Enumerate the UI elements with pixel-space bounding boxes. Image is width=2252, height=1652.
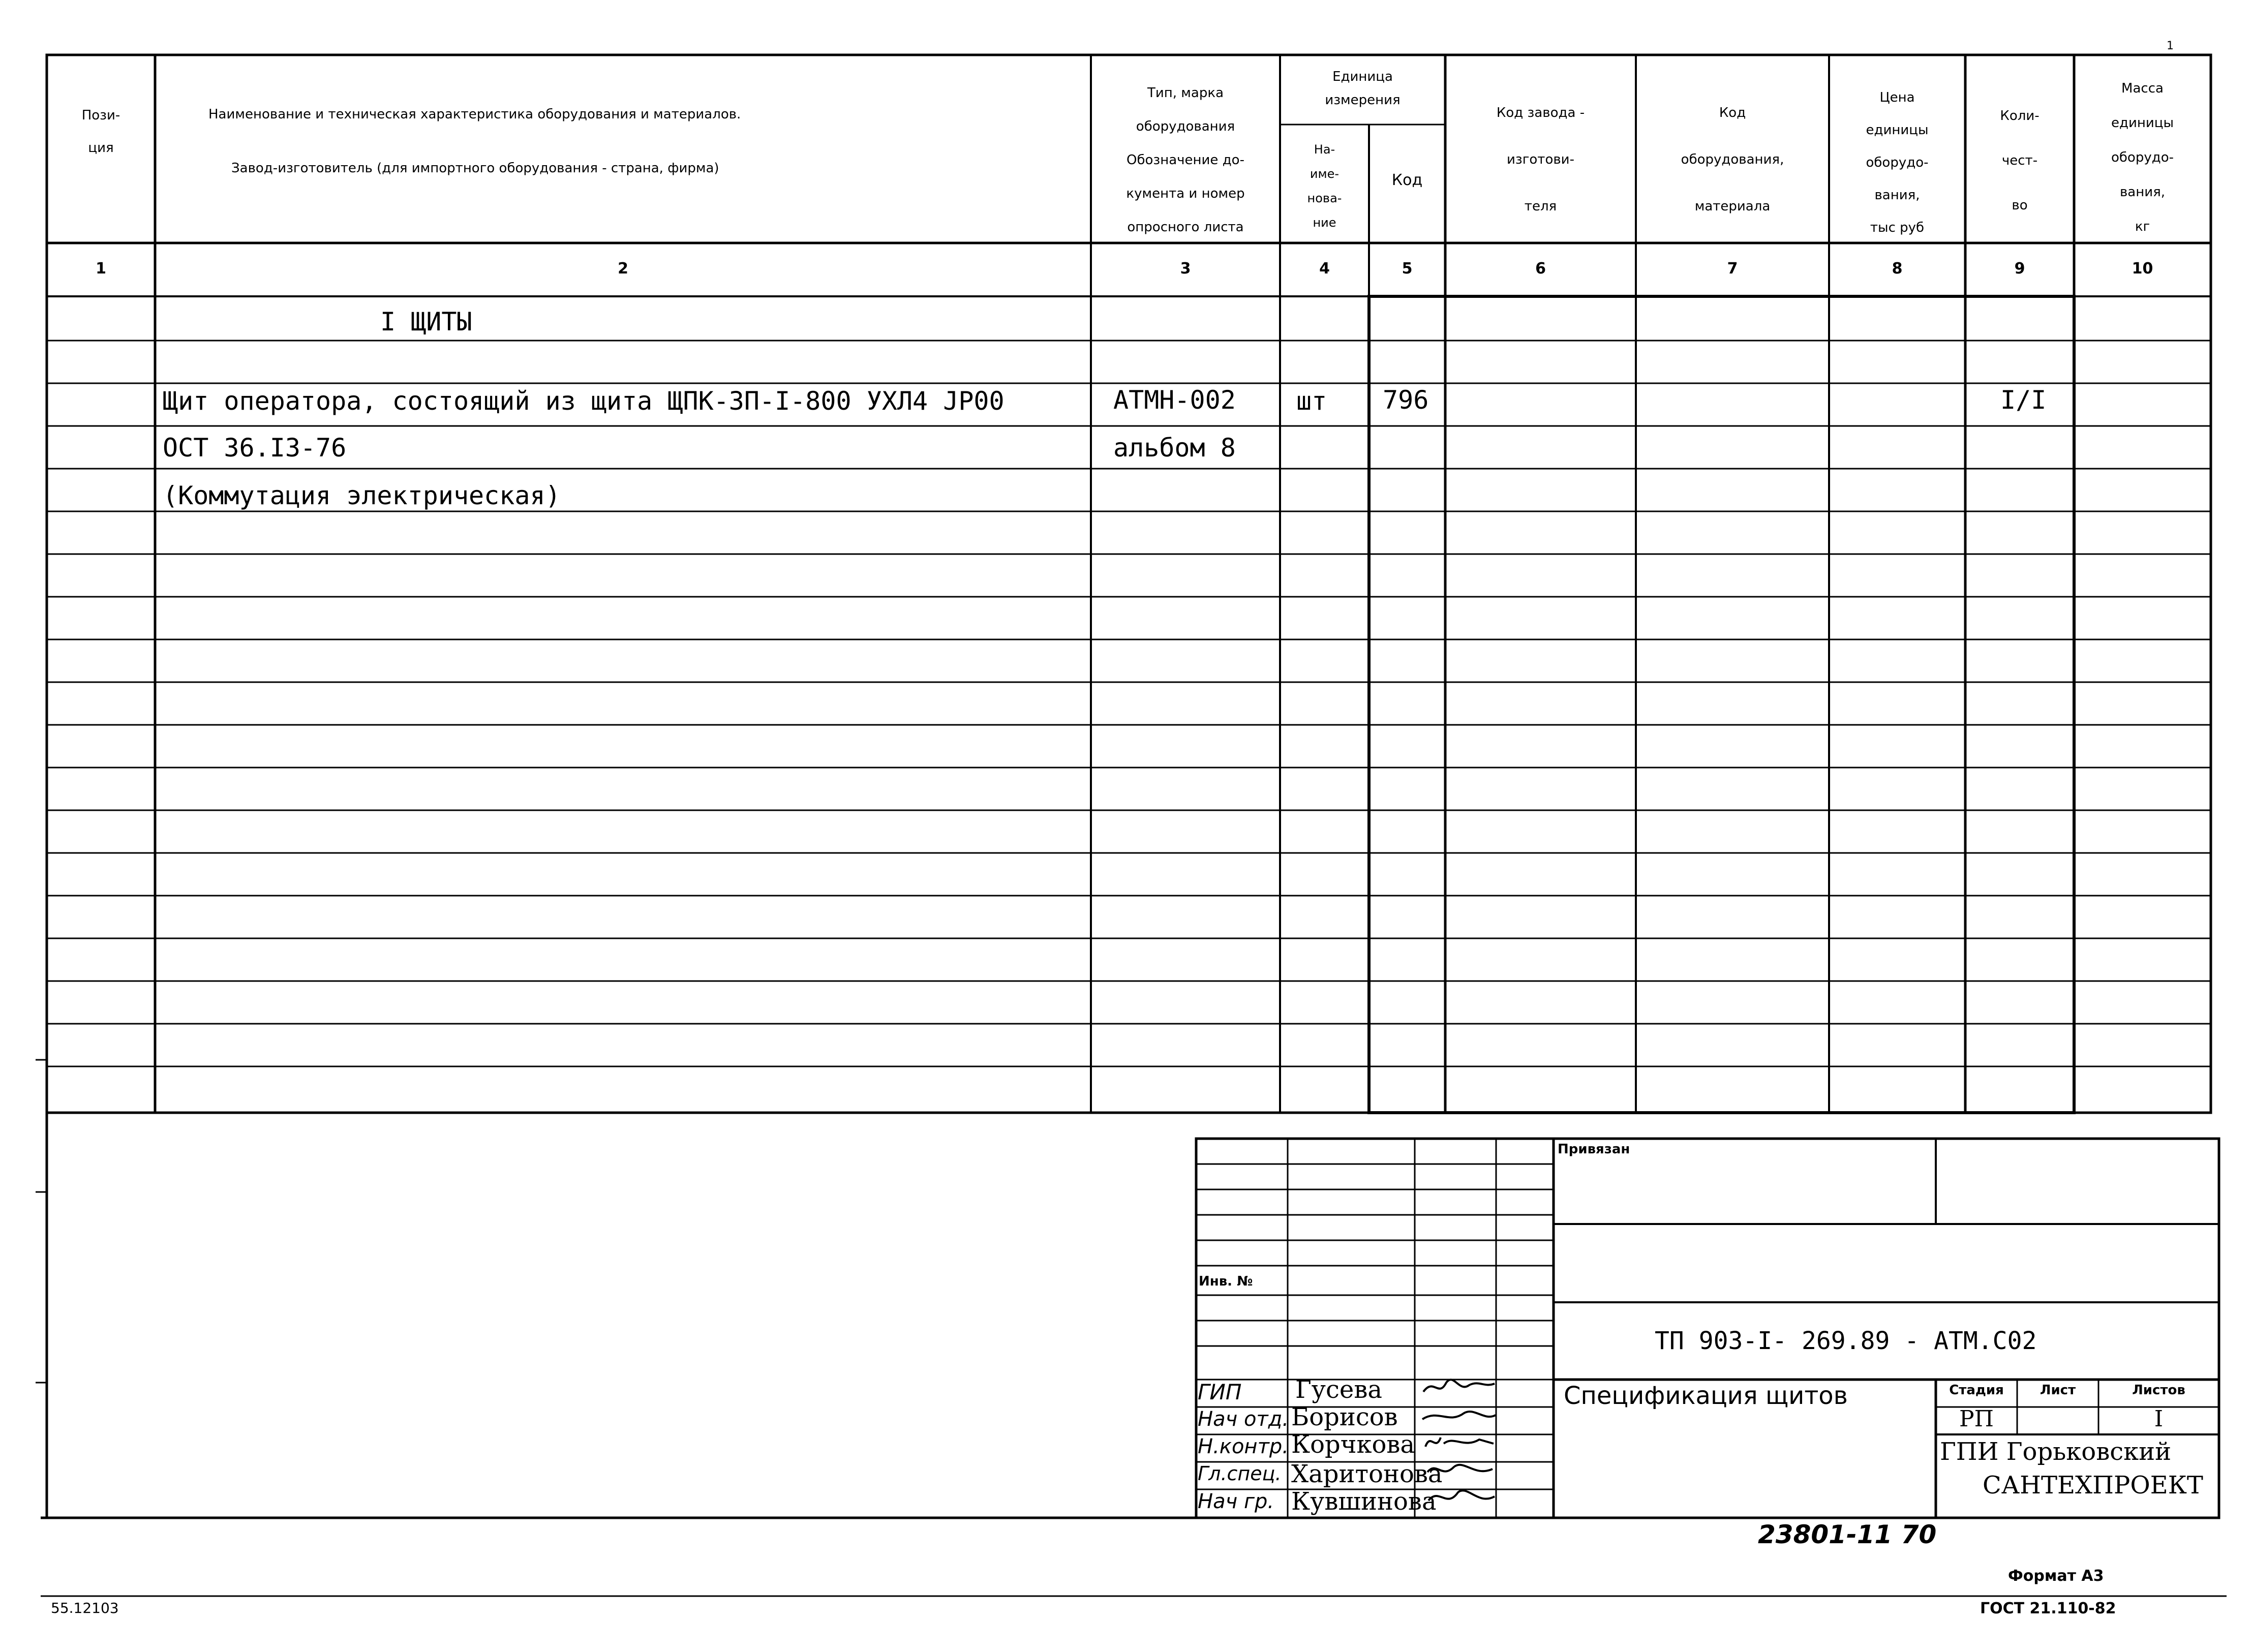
- header-col2-line2: Завод-изготовитель (для импортного оборудования - страна, фирма): [231, 161, 719, 176]
- header-col6: Код завода - изготови- теля: [1496, 105, 1585, 214]
- row-1-name: Щит оператора, состоящий из щита ЩПК-3П-I-800 УХЛ4 JP00: [163, 386, 1005, 416]
- signatures: [1418, 1372, 1500, 1520]
- document-code: ТП 903-I- 269.89 - АТМ.С02: [1655, 1327, 2037, 1355]
- row-1-qty: I/I: [2000, 385, 2047, 415]
- header-col5: Код: [1391, 171, 1423, 189]
- page-marker: 1: [2167, 40, 2174, 52]
- person-chief-spec: Харитонова: [1291, 1460, 1443, 1488]
- person-gip: Гусева: [1295, 1375, 1382, 1404]
- header-col4: На- име- нова- ние: [1307, 142, 1342, 230]
- column-number: 8: [1892, 260, 1903, 278]
- header-col2: Наименование и техническая характеристика оборудования и материалов.: [208, 107, 741, 122]
- inventory-number-label: Инв. №: [1199, 1274, 1253, 1289]
- section-title: I ЩИТЫ: [380, 307, 472, 336]
- role-head-group: Нач гр.: [1198, 1490, 1274, 1513]
- column-number: 2: [618, 260, 628, 278]
- person-head-group: Кувшинова: [1291, 1487, 1437, 1516]
- organization-line-2: САНТЕХПРОЕКТ: [1983, 1471, 2203, 1500]
- column-number: 10: [2132, 260, 2153, 278]
- column-number: 1: [96, 260, 106, 278]
- gost-label: ГОСТ 21.110-82: [1980, 1600, 2116, 1617]
- row-3-name: (Коммутация электрическая): [163, 481, 561, 510]
- row-1-code: 796: [1383, 385, 1429, 415]
- header-unit-group: Единица измерения: [1325, 69, 1401, 108]
- role-head-dept: Нач отд.: [1198, 1408, 1289, 1431]
- person-head-dept: Борисов: [1291, 1403, 1398, 1431]
- header-col7: Код оборудования, материала: [1681, 105, 1784, 214]
- row-2-name: ОСТ 36.I3-76: [163, 433, 347, 463]
- left-footer-code: 55.12103: [51, 1600, 119, 1616]
- organization-line-1: ГПИ Горьковский: [1940, 1437, 2172, 1466]
- column-number: 6: [1535, 260, 1546, 278]
- header-col3: Тип, марка оборудования Обозначение до- кумента и номер опросного листа: [1126, 85, 1245, 235]
- column-number: 3: [1180, 260, 1191, 278]
- document-title: Спецификация щитов: [1564, 1382, 1848, 1410]
- sheets-label: Листов: [2132, 1383, 2185, 1398]
- role-norm-control: Н.контр.: [1198, 1435, 1289, 1458]
- sheets-value: I: [2154, 1406, 2164, 1432]
- column-number: 7: [1727, 260, 1738, 278]
- row-1-type: АТМН-002: [1113, 385, 1236, 415]
- header-col9: Коли- чест- во: [2000, 108, 2040, 213]
- role-chief-spec: Гл.спец.: [1198, 1462, 1282, 1485]
- column-number: 9: [2014, 260, 2025, 278]
- header-col8: Цена единицы оборудо- вания, тыс руб: [1866, 90, 1929, 235]
- archive-stamp-number: 23801-11 70: [1758, 1520, 1937, 1549]
- column-number: 5: [1402, 260, 1413, 278]
- sheet-label: Лист: [2040, 1383, 2076, 1398]
- privyazan-label: Привязан: [1558, 1142, 1630, 1157]
- format-label: Формат А3: [2008, 1567, 2104, 1585]
- stage-value: РП: [1959, 1406, 1994, 1432]
- row-2-type: альбом 8: [1113, 433, 1236, 463]
- header-col10: Масса единицы оборудо- вания, кг: [2111, 81, 2174, 234]
- row-1-unit: шт: [1296, 386, 1327, 416]
- stage-label: Стадия: [1949, 1383, 2004, 1398]
- role-gip: ГИП: [1198, 1380, 1242, 1404]
- person-norm-control: Корчкова: [1291, 1430, 1415, 1459]
- column-number: 4: [1319, 260, 1330, 278]
- header-col1: Пози- ция: [81, 108, 120, 156]
